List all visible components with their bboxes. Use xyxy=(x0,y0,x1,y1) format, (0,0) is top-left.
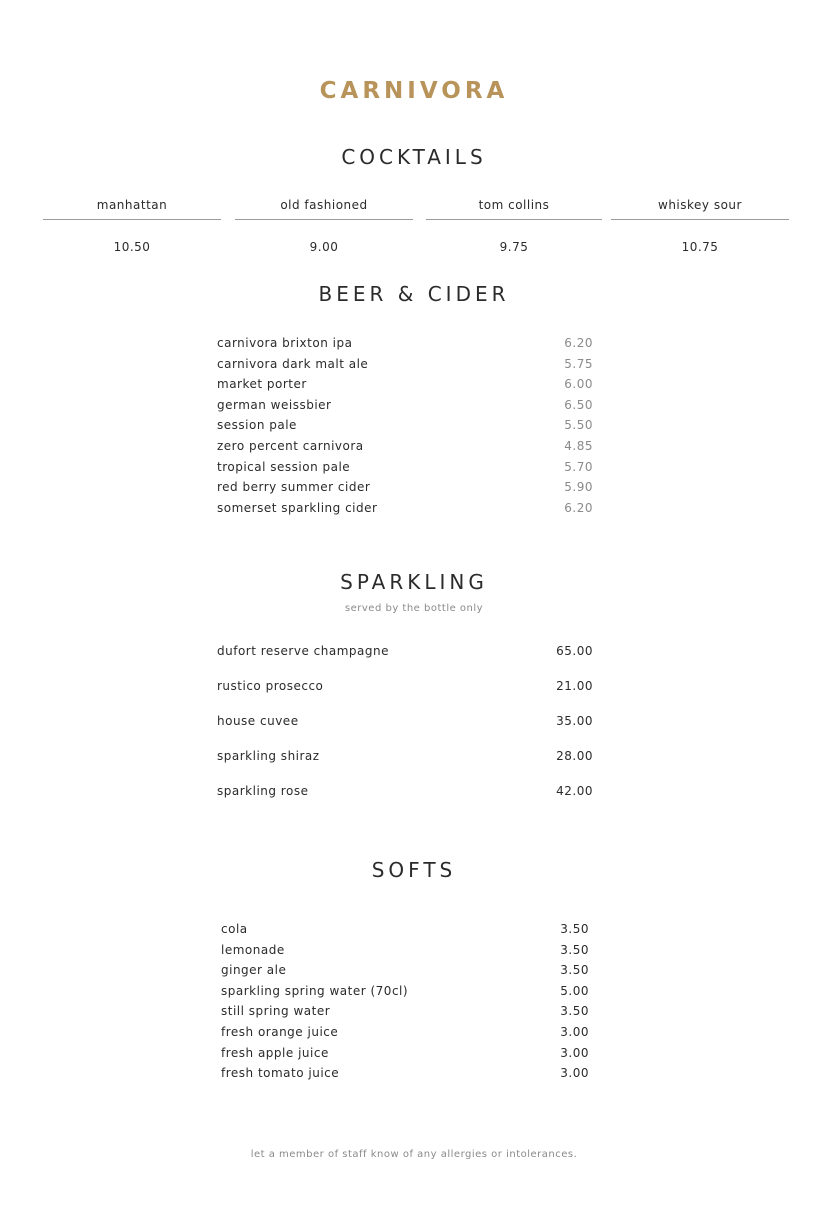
item-name: sparkling rose xyxy=(217,784,309,798)
item-price: 3.00 xyxy=(560,1024,589,1039)
cocktail-item xyxy=(611,198,789,254)
cocktail-name: whiskey sour xyxy=(611,198,789,220)
item-price: 4.85 xyxy=(564,438,593,453)
list-item xyxy=(221,960,589,981)
list-item xyxy=(217,374,593,395)
list-item xyxy=(217,747,593,782)
item-name: tropical session pale xyxy=(217,459,351,474)
item-price: 5.70 xyxy=(564,459,593,474)
beer-list xyxy=(217,333,593,518)
list-item xyxy=(217,436,593,457)
cocktail-price: 10.50 xyxy=(113,240,151,254)
cocktail-item xyxy=(426,198,602,254)
list-item xyxy=(221,1063,589,1084)
item-name: dufort reserve champagne xyxy=(217,644,389,658)
list-item xyxy=(221,919,589,940)
item-price: 42.00 xyxy=(556,784,593,798)
item-price: 3.00 xyxy=(560,1045,589,1060)
item-price: 3.00 xyxy=(560,1066,589,1081)
item-price: 5.90 xyxy=(564,480,593,495)
cocktail-name: tom collins xyxy=(426,198,602,220)
list-item xyxy=(217,415,593,436)
cocktail-name: old fashioned xyxy=(235,198,413,220)
item-price: 5.75 xyxy=(564,356,593,371)
item-price: 65.00 xyxy=(556,644,593,658)
list-item xyxy=(217,477,593,498)
list-item xyxy=(221,940,589,961)
cocktail-price: 9.00 xyxy=(309,240,339,254)
softs-heading: SOFTS xyxy=(371,858,457,882)
cocktail-price: 10.75 xyxy=(681,240,719,254)
cocktails-heading: COCKTAILS xyxy=(341,145,487,169)
brand-title: CARNIVORA xyxy=(319,78,509,104)
item-name: fresh tomato juice xyxy=(221,1066,340,1081)
list-item xyxy=(217,498,593,519)
item-name: german weissbier xyxy=(217,397,332,412)
item-name: somerset sparkling cider xyxy=(217,500,378,515)
list-item xyxy=(217,333,593,354)
cocktail-price: 9.75 xyxy=(499,240,529,254)
softs-list xyxy=(221,919,589,1084)
allergy-note: let a member of staff know of any allergies or intolerances. xyxy=(250,1149,578,1160)
beer-heading: BEER & CIDER xyxy=(318,282,510,306)
item-price: 3.50 xyxy=(560,1004,589,1019)
cocktail-item xyxy=(235,198,413,254)
list-item xyxy=(221,1022,589,1043)
item-name: rustico prosecco xyxy=(217,679,324,693)
item-name: session pale xyxy=(217,418,297,433)
list-item xyxy=(217,395,593,416)
item-name: zero percent carnivora xyxy=(217,438,364,453)
item-name: sparkling shiraz xyxy=(217,749,320,763)
cocktail-name: manhattan xyxy=(43,198,221,220)
item-price: 3.50 xyxy=(560,922,589,936)
item-name: fresh apple juice xyxy=(221,1045,329,1060)
list-item xyxy=(217,782,593,817)
cocktail-item xyxy=(43,198,221,254)
sparkling-list xyxy=(217,642,593,817)
list-item xyxy=(221,1001,589,1022)
item-price: 5.50 xyxy=(564,418,593,433)
sparkling-heading: SPARKLING xyxy=(340,570,488,594)
item-price: 6.50 xyxy=(564,397,593,412)
sparkling-note: served by the bottle only xyxy=(344,603,484,614)
item-price: 6.00 xyxy=(564,377,593,392)
list-item xyxy=(217,457,593,478)
item-price: 21.00 xyxy=(556,679,593,693)
item-price: 6.20 xyxy=(564,500,593,515)
item-name: ginger ale xyxy=(221,963,287,978)
item-price: 5.00 xyxy=(560,983,589,998)
list-item xyxy=(221,981,589,1002)
item-name: carnivora brixton ipa xyxy=(217,336,353,350)
item-name: market porter xyxy=(217,377,307,392)
item-price: 28.00 xyxy=(556,749,593,763)
item-price: 3.50 xyxy=(560,963,589,978)
item-name: house cuvee xyxy=(217,714,299,728)
item-name: fresh orange juice xyxy=(221,1024,339,1039)
item-price: 6.20 xyxy=(564,336,593,350)
list-item xyxy=(217,642,593,677)
item-price: 35.00 xyxy=(556,714,593,728)
list-item xyxy=(221,1043,589,1064)
item-name: sparkling spring water (70cl) xyxy=(221,983,409,998)
list-item xyxy=(217,712,593,747)
list-item xyxy=(217,354,593,375)
item-name: lemonade xyxy=(221,942,285,957)
item-name: still spring water xyxy=(221,1004,331,1019)
item-price: 3.50 xyxy=(560,942,589,957)
item-name: carnivora dark malt ale xyxy=(217,356,369,371)
item-name: cola xyxy=(221,922,248,936)
list-item xyxy=(217,677,593,712)
item-name: red berry summer cider xyxy=(217,480,371,495)
